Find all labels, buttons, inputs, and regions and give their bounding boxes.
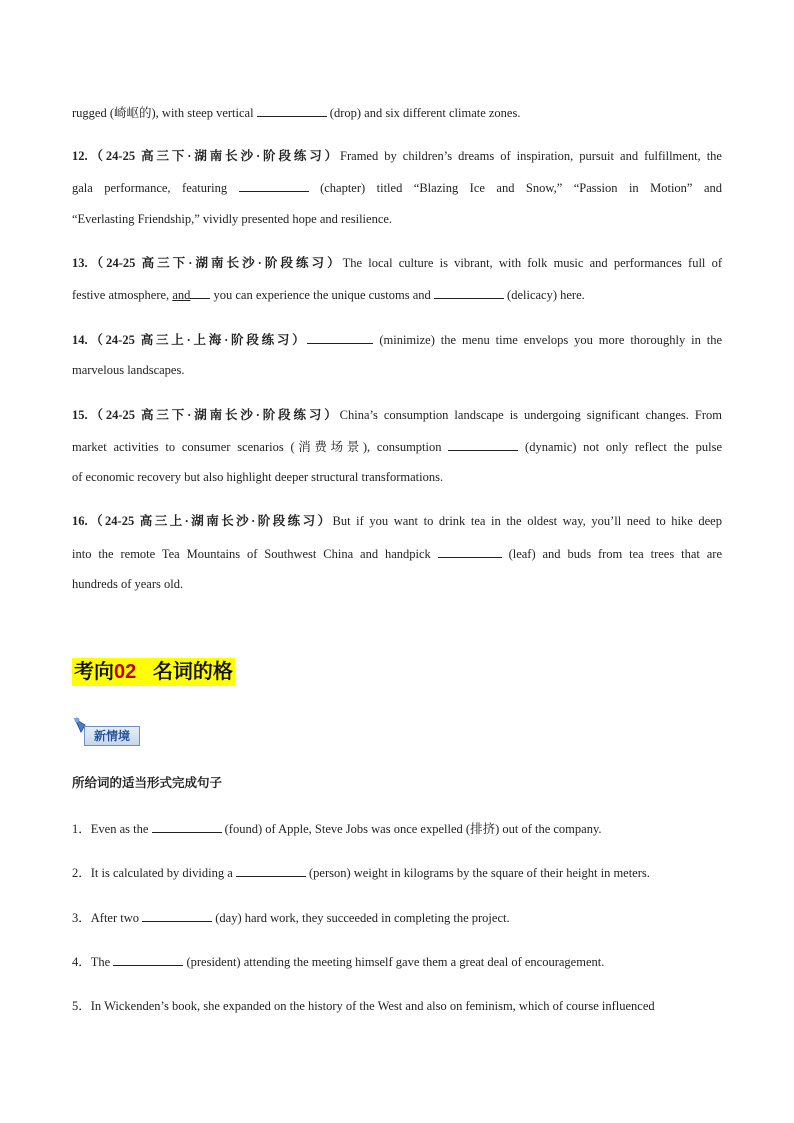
q11-text: (drop) and six different climate zones.: [326, 106, 521, 120]
q12-text: gala performance, featuring: [72, 181, 239, 195]
item-1: [72, 820, 722, 837]
question-source: （24-25 高三下·湖南长沙·阶段练习）: [87, 408, 340, 422]
q15-text: market activities to consumer scenarios (消费场景), consumption: [72, 440, 449, 454]
q13-text: The local culture is vibrant, with folk music and performances full of: [342, 256, 722, 270]
q16-text: hundreds of years old.: [72, 577, 184, 591]
answer-blank[interactable]: [152, 820, 222, 833]
q11-text: rugged (崎岖的), with steep vertical: [72, 106, 257, 120]
question-number: 16.: [72, 514, 88, 528]
question-number: 15.: [72, 408, 88, 422]
item-text: (president) attending the meeting himself gave them a great deal of encouragement.: [183, 955, 605, 969]
item-5: [72, 998, 722, 1014]
new-context-badge: [72, 716, 144, 750]
item-text: In Wickenden’s book, she expanded on the history of the West and also on feminism, which of course influenced: [90, 999, 655, 1013]
q15-line-2: [72, 438, 722, 455]
answer-blank[interactable]: [307, 331, 373, 344]
item-4: [72, 953, 722, 970]
q16-line-1: [72, 513, 722, 529]
q14-line-2: [72, 362, 722, 378]
answer-blank[interactable]: [434, 286, 504, 299]
item-text: After two: [90, 911, 143, 925]
q15-text: China’s consumption landscape is undergoing significant changes. From: [339, 408, 722, 422]
q16-text: into the remote Tea Mountains of Southwest China and handpick: [72, 547, 438, 561]
q12-line-3: [72, 211, 722, 227]
item-number: 5．: [72, 999, 91, 1013]
q15-line-1: [72, 407, 722, 423]
answer-blank[interactable]: [448, 438, 518, 451]
question-number: 14.: [72, 333, 88, 347]
answer-blank[interactable]: [236, 864, 306, 877]
question-number: 12.: [72, 149, 88, 163]
q12-text: (chapter) titled “Blazing Ice and Snow,” “Passion in Motion” and: [308, 181, 722, 195]
q12-text: Framed by children’s dreams of inspiration, pursuit and fulfillment, the: [340, 149, 722, 163]
question-source: （24-25 高三上·上海·阶段练习）: [87, 333, 308, 347]
question-source: （24-25 高三上·湖南长沙·阶段练习）: [87, 514, 333, 528]
q12-text: “Everlasting Friendship,” vividly presented hope and resilience.: [72, 212, 393, 226]
item-number: 3．: [72, 911, 91, 925]
q15-line-3: [72, 469, 722, 485]
q11-line-3: [72, 104, 722, 121]
question-source: （24-25 高三下·湖南长沙·阶段练习）: [87, 256, 343, 270]
question-source: （24-25 高三下·湖南长沙·阶段练习）: [87, 149, 341, 163]
item-text: Even as the: [90, 822, 152, 836]
underlined-answer: and: [172, 288, 191, 302]
answer-blank[interactable]: [438, 545, 502, 558]
q13-text: you can experience the unique customs and: [210, 288, 434, 302]
answer-blank[interactable]: [142, 909, 212, 922]
item-text: It is calculated by dividing a: [90, 866, 236, 880]
badge-label: 新情境: [84, 726, 140, 746]
q16-line-2: [72, 545, 722, 562]
q14-text: marvelous landscapes.: [72, 363, 185, 377]
section-heading: [72, 658, 235, 686]
item-2: [72, 864, 722, 881]
q16-text: (leaf) and buds from tea trees that are: [501, 547, 722, 561]
answer-blank[interactable]: [113, 953, 183, 966]
item-text: (day) hard work, they succeeded in completing the project.: [212, 911, 510, 925]
item-number: 1．: [72, 822, 91, 836]
q16-text: But if you want to drink tea in the oldest way, you’ll need to hike deep: [332, 514, 722, 528]
answer-blank[interactable]: [190, 286, 210, 299]
question-number: 13.: [72, 256, 88, 270]
q12-line-1: [72, 148, 722, 164]
q12-line-2: [72, 179, 722, 196]
q13-text: festive atmosphere,: [72, 288, 173, 302]
answer-blank[interactable]: [257, 104, 327, 117]
section-prefix: 考向: [74, 661, 114, 683]
answer-blank[interactable]: [239, 179, 309, 192]
item-text: (person) weight in kilograms by the square of their height in meters.: [305, 866, 650, 880]
q15-text: of economic recovery but also highlight deeper structural transformations.: [72, 470, 444, 484]
q16-line-3: [72, 576, 722, 592]
item-text: The: [90, 955, 114, 969]
section-number: 02: [114, 661, 137, 683]
item-text: (found) of Apple, Steve Jobs was once expelled (排挤) out of the company.: [221, 822, 602, 836]
q14-text: (minimize) the menu time envelops you more thoroughly in the: [373, 333, 722, 347]
q15-text: (dynamic) not only reflect the pulse: [518, 440, 722, 454]
q14-line-1: [72, 331, 722, 348]
q13-text: (delicacy) here.: [503, 288, 585, 302]
item-3: [72, 909, 722, 926]
instruction: 所给词的适当形式完成句子: [72, 776, 223, 790]
item-number: 4．: [72, 955, 91, 969]
q13-line-1: [72, 255, 722, 271]
q13-line-2: [72, 286, 722, 303]
item-number: 2．: [72, 866, 91, 880]
section-title: 名词的格: [152, 661, 233, 683]
